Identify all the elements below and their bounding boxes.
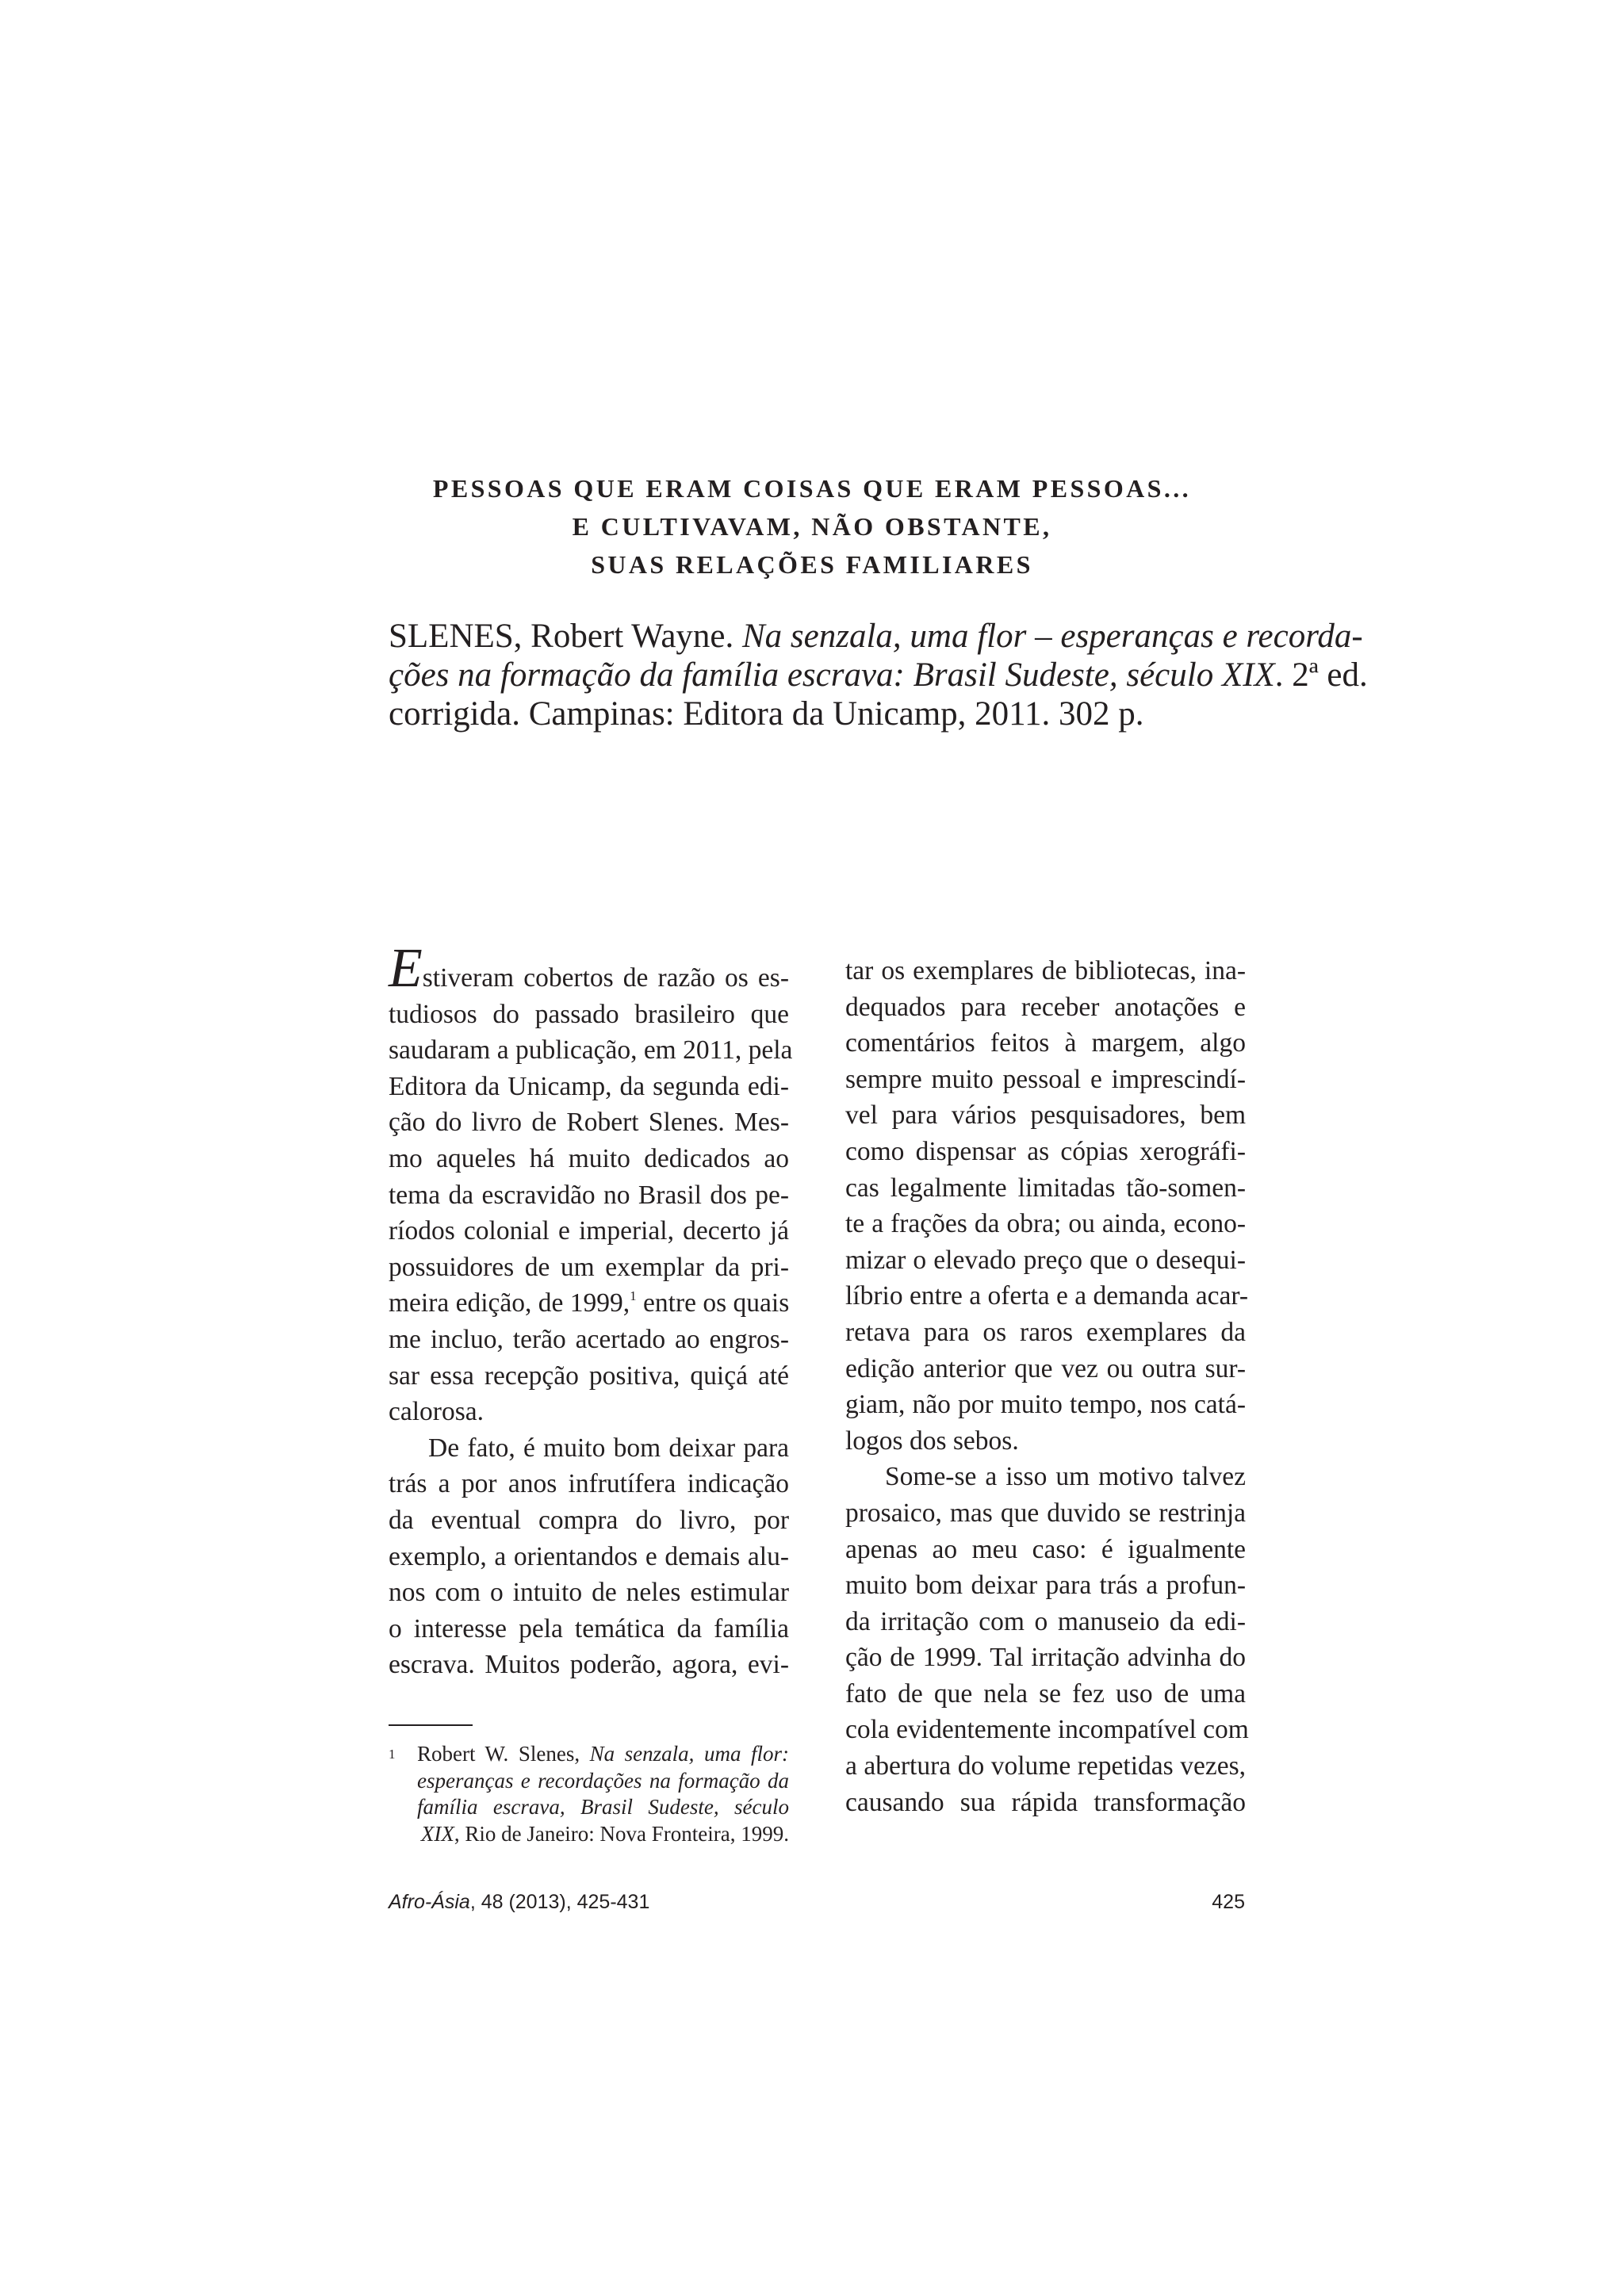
text-line: Estiveram cobertos de razão os es- [389,938,789,999]
text-line: giam, não por muito tempo, nos catá- [845,1390,1246,1420]
text-line: exemplo, a orientandos e demais alu- [389,1541,789,1571]
text-line: De fato, é muito bom deixar para [428,1433,789,1463]
footnote-number: 1 [389,1747,396,1762]
text-line: dequados para receber anotações e [845,992,1246,1022]
text-line: mizar o elevado preço que o desequi- [845,1245,1246,1275]
reference-line [389,617,1363,656]
article-title-line: E CULTIVAVAM, NÃO OBSTANTE, [572,512,1052,541]
paragraph [389,1430,789,1683]
text-line: saudaram a publicação, em 2011, pela [389,1035,793,1066]
text-line: Editora da Unicamp, da segunda edi- [389,1071,789,1101]
text-line: prosaico, mas que duvido se restrinja [845,1498,1246,1528]
paragraph [845,1459,1249,1820]
reference-book-title: ções na formação da família escrava: Brasil Sudeste, século XIX [389,656,1275,694]
text-line: o interesse pela temática da família [389,1613,789,1644]
text-line: cas legalmente limitadas tão-somen- [845,1173,1246,1203]
journal-name: Afro-Ásia [389,1891,470,1913]
text-line: ção do livro de Robert Slenes. Mes- [389,1108,789,1138]
footnote [389,1741,789,1847]
text-line: ção de 1999. Tal irritação advinha do [845,1643,1246,1673]
journal-issue: , 48 (2013), 425-431 [469,1891,650,1913]
text-line: calorosa. [389,1397,484,1427]
text-line: apenas ao meu caso: é igualmente [845,1534,1246,1564]
footnote-marker[interactable]: 1 [630,1288,637,1304]
text-line: ríodos colonial e imperial, decerto já [389,1216,789,1246]
text-line: me incluo, terão acertado ao engros- [389,1324,789,1354]
text-line: Some-se a isso um motivo talvez [885,1462,1246,1492]
text-line: tudiosos do passado brasileiro que [389,999,789,1029]
text-line: da eventual compra do livro, por [389,1505,789,1535]
reference-publication: corrigida. Campinas: Editora da Unicamp, 2011. 302 p. [389,695,1144,733]
text-line: líbrio entre a oferta e a demanda acar- [845,1281,1249,1311]
article-title [333,469,1291,584]
text-line: muito bom deixar para trás a profun- [845,1571,1246,1601]
text-line: logos dos sebos. [845,1425,1019,1456]
text-line: nos com o intuito de neles estimular [389,1578,789,1608]
drop-cap: E [389,938,423,999]
text-line: possuidores de um exemplar da pri- [389,1252,789,1282]
footnote-line: esperanças e recordações na formação da [417,1768,789,1793]
text-line: meira edição, de 1999,$^1$ entre os quais [389,1288,790,1318]
text-line: edição anterior que vez ou outra sur- [845,1353,1246,1383]
text-line: cola evidentemente incompatível com [845,1715,1249,1745]
reference-author: SLENES, Robert Wayne. [389,618,734,655]
footnote-separator [389,1724,473,1726]
text-line: fato de que nela se fez uso de uma [845,1678,1246,1709]
book-reference [389,617,1368,733]
text-line: como dispensar as cópias xerográfi- [845,1136,1246,1166]
text-line: tar os exemplares de bibliotecas, ina- [845,956,1246,985]
article-title-line: SUAS RELAÇÕES FAMILIARES [591,550,1033,579]
footnote-line: Robert W. Slenes, Na senzala, uma flor: [417,1742,790,1766]
text-line: trás a por anos infrutífera indicação [389,1469,789,1499]
paragraph [845,953,1249,1459]
text-line: a abertura do volume repetidas vezes, [845,1751,1246,1781]
text-line: sar essa recepção positiva, quiçá até [389,1360,789,1391]
footnote-line: XIX, Rio de Janeiro: Nova Fronteira, 1999. [420,1821,789,1846]
text-line: escrava. Muitos poderão, agora, evi- [389,1650,789,1680]
text-line: da irritação com o manuseio da edi- [845,1606,1246,1636]
paragraph [389,938,793,1430]
text-line: causando sua rápida transformação [845,1787,1246,1817]
footnote-line: família escrava, Brasil Sudeste, século [417,1795,789,1819]
footnote-body [417,1741,789,1847]
reference-line [389,656,1368,695]
text-line: sempre muito pessoal e imprescindí- [845,1064,1246,1094]
text-line: mo aqueles há muito dedicados ao [389,1143,789,1173]
reference-book-title: Na senzala, uma flor – esperanças e recorda- [742,618,1363,655]
text-line: te a frações da obra; ou ainda, econo- [845,1209,1246,1239]
text-line: comentários feitos à margem, algo [845,1028,1246,1058]
body-column-left [389,938,793,1683]
text-line: vel para vários pesquisadores, bem [845,1100,1246,1131]
body-column-right [845,953,1249,1820]
article-title-line: PESSOAS QUE ERAM COISAS QUE ERAM PESSOAS... [432,474,1192,503]
page-number: 425 [1212,1891,1245,1913]
reference-edition: . 2ª ed. [1274,656,1368,694]
text-line: retava para os raros exemplares da [845,1317,1246,1347]
running-footer [389,1890,1245,1914]
text-line: tema da escravidão no Brasil dos pe- [389,1180,789,1210]
